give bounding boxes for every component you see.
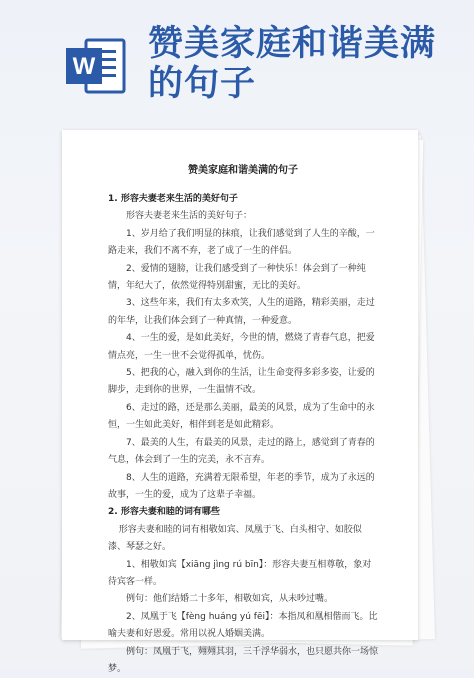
section-2-example: 例句：他们结婚二十多年，相敬如宾，从未吵过嘴。 [126, 594, 334, 605]
section-heading-2: 2. 形容夫妻和睦的词有哪些 [108, 507, 220, 518]
section-1-item: 6、走过的路，还是那么美丽，最美的风景，成为了生命中的永恒，一生如此美好，相伴到老是如此精彩。 [108, 402, 375, 431]
section-1-item: 3、这些年来，我们有太多欢笑，人生的道路，精彩美丽，走过的年华，让我们体会到了一种真情，一种爱意。 [108, 298, 375, 326]
word-logo-letter: W [72, 53, 96, 80]
section-1-intro: 形容夫妻老来生活的美好句子： [126, 211, 253, 222]
page-header [0, 0, 474, 112]
section-2-item: 2、凤凰于飞【fèng huáng yú fēi】：本指凤和凰相偕而飞。比喻夫妻和好恩爱。常用以祝人婚姻美满。 [108, 611, 378, 640]
section-2-example: 例句：凤凰于飞，翙翙其羽，三千浮华弱水，也只愿共你一场惊梦。 [108, 646, 379, 674]
section-1-item: 8、人生的道路，充满着无限希望，年老的季节，成为了永远的故事，一生的爱，成为了这辈子幸福。 [108, 472, 375, 500]
page-title-line-2: 的句子 [148, 64, 257, 104]
word-document-icon [64, 34, 128, 98]
section-1-item: 4、一生的爱，是如此美好，今世的情，燃烧了青春气息，把爱情点亮，一生一世不会觉得孤单，忧伤。 [108, 333, 375, 361]
document-title: 赞美家庭和谐美满的句子 [188, 165, 298, 176]
section-1-item: 5、把我的心，融入到你的生活，让生命变得多彩多姿，让爱的脚步，走到你的世界，一生温情不改。 [108, 368, 375, 396]
document-page [62, 130, 418, 674]
section-1-item: 7、最美的人生，有最美的风景，走过的路上，感觉到了青春的气息，体会到了一生的完美，永不言弃。 [108, 437, 375, 466]
section-2-item: 1、相敬如宾【xiāng jìng rú bīn】：形容夫妻互相尊敬，象对待宾客一样。 [108, 559, 372, 587]
section-heading-1: 1. 形容夫妻老来生活的美好句子 [108, 194, 238, 204]
section-1-item: 2、爱情的翅膀，让我们感受到了一种快乐！体会到了一种纯情，年纪大了，依然觉得特别甜蜜，无比的美好。 [108, 263, 366, 292]
section-1-item: 1、岁月给了我们明显的抹痕，让我们感觉到了人生的辛酸，一路走来，我们不离不弃，老了成了一生的伴侣。 [108, 228, 375, 257]
page-title-line-1: 赞美家庭和谐美满 [148, 24, 437, 64]
section-2-intro: 形容夫妻和睦的词有相敬如宾、凤凰于飞、白头相守、如胶似漆、琴瑟之好。 [108, 524, 362, 553]
